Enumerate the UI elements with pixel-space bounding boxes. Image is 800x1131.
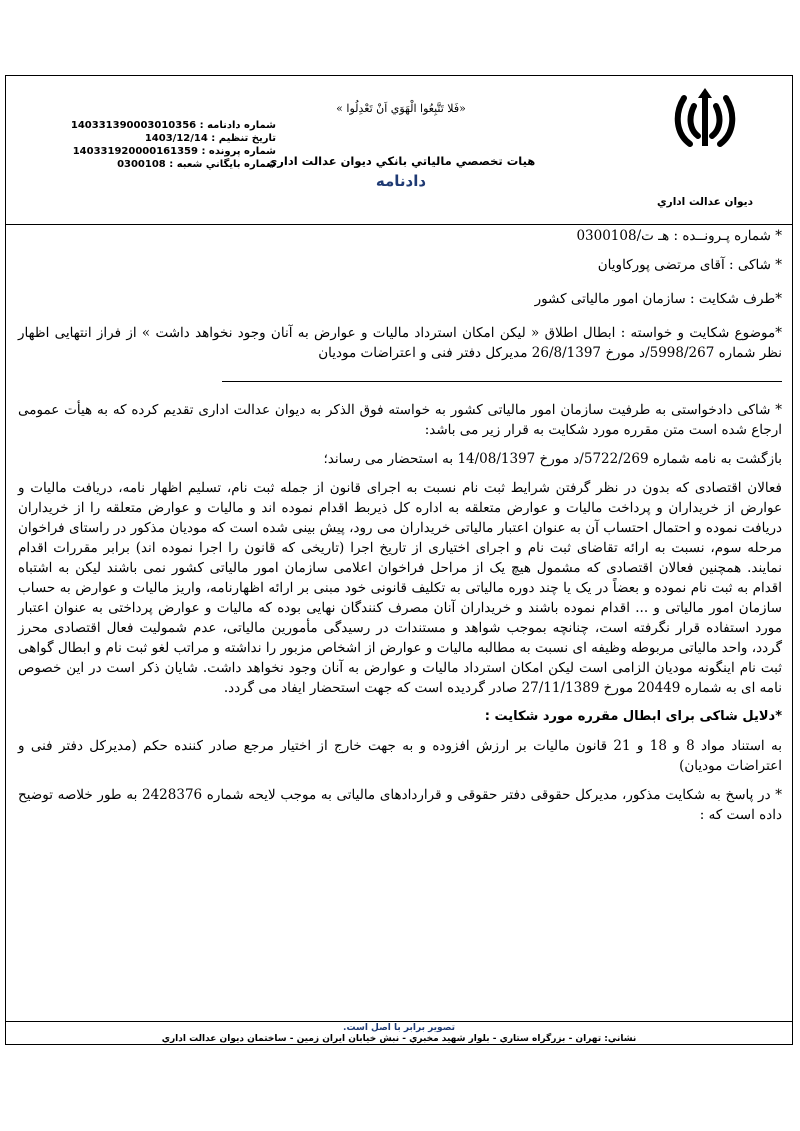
emblem-caption: ديوان عدالت اداري bbox=[657, 196, 753, 208]
document-footer bbox=[6, 1021, 792, 1046]
separator-line bbox=[222, 381, 782, 382]
quran-verse: «فَلا تَتَّبِعُوا الْهَوَي اَنْ تَعْدِلُوا » bbox=[336, 102, 466, 115]
case-number: * شماره پـرونــده : هـ ت/0300108 bbox=[576, 228, 782, 244]
emblem bbox=[640, 84, 770, 214]
document-header bbox=[6, 76, 792, 225]
iran-emblem-icon bbox=[670, 84, 740, 154]
complaint-subject: *موضوع شکایت و خواسته : ابطال اطلاق « لیکن امکان استرداد مالیات و عوارض به آنان وجود نخواهد داشت » از فراز انتهایی اظهار نظر شماره 5998/267/د مورخ 26/8/1397 مدیرکل دفتر فنی و اعتراضات مودیان bbox=[18, 325, 782, 361]
document-page bbox=[5, 75, 793, 1045]
meta-row-file-no: شماره پرونده : 140331920000161359 bbox=[72, 146, 276, 157]
intro-paragraph: * شاکی دادخواستی به طرفیت سازمان امور مالیاتی کشور به خواسته فوق الذکر به دیوان عدالت اداری تقدیم کرده که به هیأت عمومی ارجاع شده است متن مقرره مورد شکایت به قرار زیر می باشد: bbox=[18, 402, 782, 438]
meta-row-archive-no: شماره بايگاني شعبه : 0300108 bbox=[117, 159, 276, 170]
copy-certification: تصوير برابر با اصل است. bbox=[343, 1023, 455, 1033]
meta-row-date: تاريخ تنظيم : 1403/12/14 bbox=[144, 133, 276, 144]
document-title: دادنامه bbox=[375, 172, 427, 190]
defendant: *طرف شکایت : سازمان امور مالیاتی کشور bbox=[534, 291, 782, 307]
plaintiff: * شاکی : آقای مرتضی پورکاویان bbox=[597, 257, 782, 273]
reasons-text: به استناد مواد 8 و 18 و 21 قانون مالیات بر ارزش افزوده و به جهت خارج از اختیار مرجع صادر کننده حکم (مدیرکل دفتر فنی و اعتراضات مودیان) bbox=[18, 738, 782, 774]
disputed-text: فعالان اقتصادی که بدون در نظر گرفتن شرایط ثبت نام نسبت به اجرای قانون از جمله ثبت نام، تسلیم اظهار نامه، دریافت مالیات و عوارض از خریداران و پرداخت مالیات و عوارض متعلقه به اداره کل ذیربط اقدام نموده اند و مالیات و عوارض متعلقه را از خریداران دریافت نموده و احتمال احتساب آن به عنوان اعتبار مالیاتی خریداران می رود، پیش بینی شده است که مودیان مذکور در راستای فراخوان مرحله سوم، نسبت به ارائه تقاضای ثبت نام و اجرای اختیاری از تاریخ اجرا (تاریخی که قانون را اجرا نموده اند) برابر مقررات اقدام نمایند. همچنین فعالان اقتصادی که مشمول هیچ یک از مراحل فراخوان اعلامی سازمان امور مالیاتی کشور نمی باشند لیکن به اشتباه اقدام به ثبت نام نموده و بعضاً در یک یا چند دوره مالیاتی به تکلیف قانونی خود مبنی بر ارائه اظهارنامه، واریز مالیات و عوارض به حساب سازمان امور مالیاتی و ... اقدام نموده باشند و خریداران آنان مصرف کنندگان نهایی بوده که مالیات و عوارض پرداختی به عنوان اعتبار مورد استفاده قرار نگرفته است، چنانچه بموجب شواهد و مستندات در رسیدگی مأمورین مالیاتی، عدم شمولیت فعال اقتصادی محرز گردد، واحد مالیاتی مربوطه وظیفه ای نسبت به مطالبه مالیات و عوارض از اشخاص مزبور را نداشته و مراتب لغو ثبت نام و ابطال گواهی ثبت نام اینگونه مودیان الزامی است لیکن امکان استرداد مالیات و عوارض به آنان وجود نخواهد داشت. شایان ذکر است در این خصوص نامه ای به شماره 20449 مورخ 27/11/1389 صادر گردیده است که جهت استحضار ایفاد می گردد. bbox=[18, 480, 782, 696]
address: نشاني: تهران - بزرگراه ستاري - بلوار شهيد مخبري - نبش خيابان ايران زمين - ساختمان ديوان عدالت اداري bbox=[161, 1034, 637, 1044]
board-name: هيات تخصصي مالياتي بانكي ديوان عدالت اداري bbox=[266, 154, 536, 168]
case-metadata bbox=[66, 119, 276, 171]
meta-row-verdict-no: شماره دادنامه : 140331390003010356 bbox=[70, 120, 276, 131]
reference-line: بازگشت به نامه شماره 5722/269/د مورخ 14/08/1397 به استحضار می رساند؛ bbox=[323, 451, 782, 467]
document-body bbox=[18, 226, 782, 825]
response-text: * در پاسخ به شکایت مذکور، مدیرکل حقوقی دفتر حقوقی و قراردادهای مالیاتی به موجب لایحه شماره 2428376 به طور خلاصه توضیح داده است که : bbox=[18, 787, 782, 823]
reasons-heading: *دلایل شاکی برای ابطال مقرره مورد شکایت : bbox=[484, 709, 782, 724]
